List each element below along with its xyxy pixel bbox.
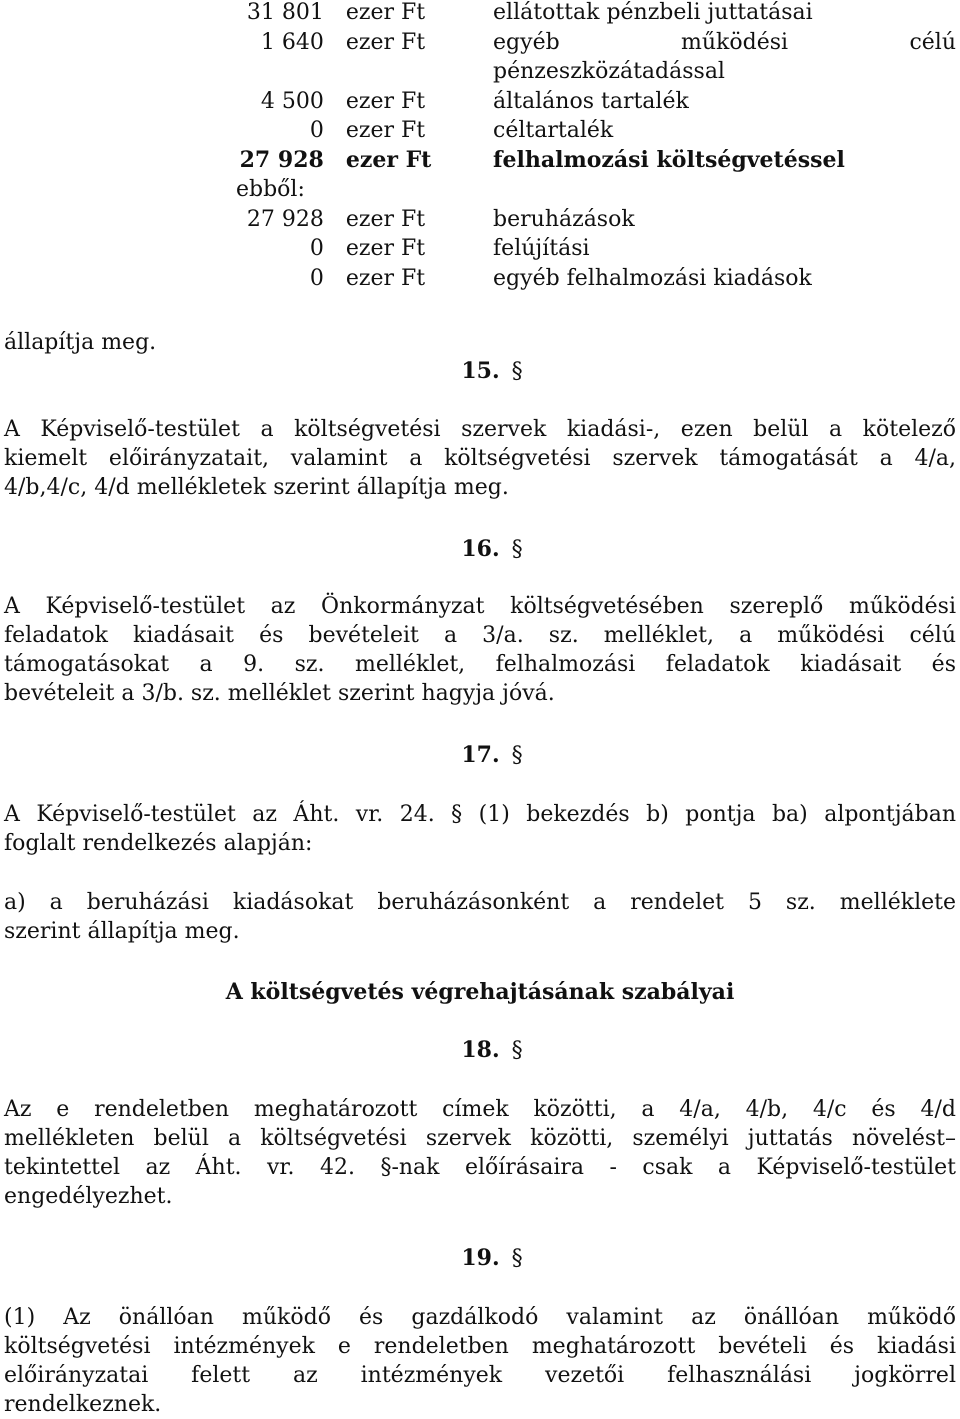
- budget-amount: [236, 57, 346, 87]
- budget-row: [236, 175, 956, 205]
- section-15-title: 15. §: [461, 358, 523, 384]
- paragraph-icon: §: [511, 743, 523, 768]
- budget-amount: 4 500: [260, 88, 324, 114]
- paragraph-icon: §: [511, 1038, 523, 1063]
- budget-description: felhalmozási költségvetéssel: [493, 146, 845, 173]
- budget-unit: ezer Ft: [345, 88, 426, 114]
- budget-row: [236, 234, 956, 264]
- budget-description: egyéb felhalmozási kiadások: [493, 265, 812, 291]
- budget-amount: 31 801: [246, 0, 324, 25]
- budget-row: [236, 205, 956, 235]
- budget-table: [236, 0, 956, 293]
- section-18-text: Az e rendeletben meghatározott címek közötti, a 4/a, 4/b, 4/c és 4/d mellékleten belül a költségvetési szervek közötti, személyi juttatás növelést– tekintettel az Áht. vr. 42. §-nak előírásaira - csak a Képviselő-testület engedélyezhet.: [4, 1097, 956, 1209]
- budget-unit: [346, 175, 493, 205]
- budget-row: [236, 146, 956, 176]
- section-17-title: 17. §: [461, 742, 523, 768]
- budget-unit: ezer Ft: [345, 146, 432, 173]
- paragraph-icon: §: [511, 537, 523, 562]
- budget-description: [493, 175, 956, 205]
- section-19-text: (1) Az önállóan működő és gazdálkodó valamint az önállóan működő költségvetési intézmények e rendeletben meghatározott bevételi és kiadási előirányzatai felett az intézmények vezetői felhasználási jogkörrel rendelkeznek.: [4, 1305, 956, 1417]
- section-16-text: A Képviselő-testület az Önkormányzat költségvetésében szereplő működési feladatok kiadásait és bevételeit a 3/a. sz. melléklet, a működési célú támogatásokat a 9. sz. melléklet, felhalmozási feladatok kiadásait és bevételeit a 3/b. sz. melléklet szerint hagyja jóvá.: [4, 594, 956, 706]
- budget-description-word: célú: [909, 29, 956, 55]
- budget-row: [236, 116, 956, 146]
- chapter-heading: A költségvetés végrehajtásának szabályai: [225, 979, 735, 1005]
- budget-amount: 27 928: [239, 146, 324, 173]
- budget-amount: 0: [309, 236, 324, 261]
- budget-unit: [346, 57, 493, 87]
- budget-amount: 0: [309, 118, 324, 143]
- budget-row: [236, 264, 956, 294]
- budget-unit: ezer Ft: [345, 0, 426, 25]
- budget-unit: ezer Ft: [345, 206, 426, 232]
- closing-text: állapítja meg.: [4, 330, 157, 355]
- budget-amount: 27 928: [246, 206, 324, 232]
- section-18-title: 18. §: [461, 1037, 523, 1063]
- budget-unit: ezer Ft: [345, 118, 426, 143]
- budget-description-word: egyéb: [493, 29, 560, 55]
- budget-row: [236, 28, 956, 58]
- budget-description: általános tartalék: [493, 88, 689, 114]
- budget-description: felújítási: [493, 236, 590, 261]
- section-17-item-a: a) a beruházási kiadásokat beruházásonként a rendelet 5 sz. melléklete szerint állapítja meg.: [4, 890, 956, 944]
- paragraph-icon: §: [511, 1246, 523, 1271]
- section-16-title: 16. §: [461, 536, 523, 562]
- budget-unit: ezer Ft: [345, 236, 426, 261]
- budget-amount: 1 640: [260, 29, 324, 55]
- budget-amount: ebből:: [236, 177, 305, 202]
- budget-row: [236, 87, 956, 117]
- section-17-intro: A Képviselő-testület az Áht. vr. 24. § (1) bekezdés b) pontja ba) alpontjában foglalt rendelkezés alapján:: [4, 802, 956, 856]
- budget-unit: ezer Ft: [345, 265, 426, 291]
- budget-description: pénzeszközátadással: [493, 59, 725, 84]
- section-19-title: 19. §: [461, 1245, 523, 1271]
- section-15-text: A Képviselő-testület a költségvetési szervek kiadási-, ezen belül a kötelező kiemelt előirányzatait, valamint a költségvetési szervek támogatását a 4/a, 4/b,4/c, 4/d mellékletek szerint állapítja meg.: [4, 417, 956, 500]
- budget-row: [236, 0, 956, 28]
- paragraph-icon: §: [511, 359, 523, 384]
- budget-description: ellátottak pénzbeli juttatásai: [493, 0, 813, 25]
- budget-amount: 0: [309, 265, 324, 291]
- budget-description: [493, 28, 956, 58]
- budget-unit: ezer Ft: [345, 29, 426, 55]
- budget-description-word: működési: [681, 29, 789, 55]
- budget-row: [236, 57, 956, 87]
- budget-description: céltartalék: [493, 118, 614, 143]
- budget-description: beruházások: [493, 206, 635, 232]
